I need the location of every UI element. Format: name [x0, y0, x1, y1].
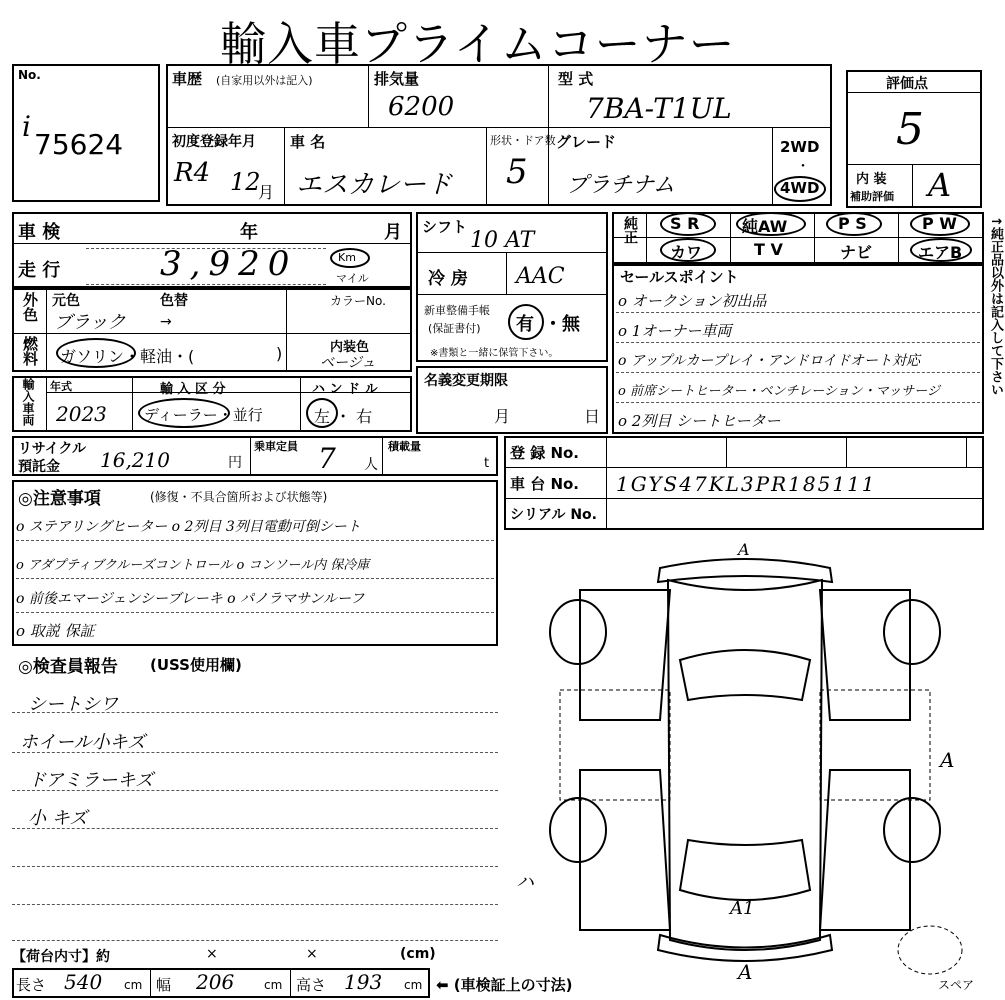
handle-label: ハ ン ド ル	[312, 382, 378, 397]
inspection-month: 月	[384, 222, 402, 243]
name-change-label: 名義変更期限	[424, 373, 508, 389]
chassis-value: 1GYS47KL3PR185111	[616, 472, 877, 496]
inspector-label: ◎検査員報告	[18, 657, 118, 677]
sales-point-5: o 2列目 シートヒーター	[618, 412, 781, 430]
color-side-label: 外色	[21, 292, 39, 322]
model-value: 7BA-T1UL	[586, 92, 732, 125]
equip-aw-circle	[736, 212, 806, 236]
wheel-fr	[884, 600, 940, 664]
drive-4wd: 4WD	[780, 179, 820, 197]
spare-tire-outline	[898, 926, 962, 974]
interior-value: A	[928, 166, 952, 204]
handle-left-circle	[306, 398, 338, 428]
car-diagram	[520, 540, 990, 980]
sales-point-3: o アップルカープレイ・アンドロイドオート対応	[618, 353, 920, 369]
sales-point-2: o 1オーナー車両	[618, 322, 732, 340]
inspector-item-4: 小 キズ	[28, 808, 88, 829]
rear-bumper	[658, 935, 832, 961]
diagram-mark-left: ハ	[516, 872, 534, 893]
inspection-year: 年	[240, 222, 258, 243]
diagram-mark-right: A	[940, 748, 955, 772]
note-2: o アダプティブクルーズコントロール o コンソール内 保冷庫	[16, 558, 370, 573]
equip-navi: ナビ	[840, 243, 873, 262]
interior-color-value: ベージュ	[320, 355, 376, 371]
ac-value: AAC	[516, 264, 565, 289]
inspector-sub: (USS使用欄)	[150, 656, 242, 674]
drive-2wd: 2WD	[780, 138, 820, 156]
spare-label: スペア	[938, 978, 975, 992]
width-unit: cm	[264, 978, 283, 992]
sales-point-1: o オークション初出品	[618, 292, 767, 310]
rear-left-fender	[580, 770, 670, 930]
inspector-item-1: シートシワ	[28, 694, 118, 715]
car-name-value: エスカレード	[296, 170, 453, 200]
width-label: 幅	[156, 976, 172, 994]
registration-label: 登 録 No.	[510, 444, 580, 462]
capacity-unit: 人	[364, 457, 378, 473]
diagram-mark-front: A	[738, 540, 750, 559]
sales-point-4: o 前席シートヒーター・ベンチレーション・マッサージ	[618, 384, 940, 399]
wheel-fl	[550, 600, 606, 664]
load-unit: t	[484, 456, 490, 471]
rating-value: 5	[896, 104, 924, 155]
doors-value: 5	[506, 152, 528, 192]
left-door-outline	[560, 690, 670, 800]
cargo-unit: (cm)	[400, 946, 436, 962]
equip-sr: S R	[670, 214, 700, 233]
interior-label-1: 内 装	[856, 172, 887, 187]
import-year-label: 年式	[50, 380, 72, 393]
manual-label-1: 新車整備手帳	[424, 304, 490, 317]
height-value: 193	[344, 970, 383, 994]
equip-aw: 純AW	[742, 217, 788, 236]
windshield	[680, 650, 810, 700]
shift-label: シフト	[422, 218, 468, 236]
car-name-label: 車 名	[290, 133, 326, 151]
import-side-label: 輸入車両	[21, 378, 35, 426]
wheel-rl	[550, 798, 606, 862]
rating-label: 評価点	[886, 76, 928, 92]
equip-airbag: エアB	[918, 243, 963, 262]
fuel-side-label: 燃料	[21, 336, 39, 366]
first-reg-label: 初度登録年月	[172, 134, 256, 150]
equip-ps-circle	[826, 212, 882, 236]
diagram-mark-a1: A1	[730, 898, 755, 919]
capacity-label: 乗車定員	[254, 440, 298, 453]
length-label: 長さ	[16, 976, 47, 994]
cargo-x2: ×	[306, 946, 318, 962]
displacement-label: 排気量	[374, 70, 420, 88]
equipment-side-label: 純正	[622, 216, 638, 244]
recycle-label-1: リサイクル	[18, 441, 87, 457]
front-right-fender	[820, 590, 910, 720]
cargo-x1: ×	[206, 946, 218, 962]
grade-value: プラチナム	[566, 173, 675, 198]
sales-points-label: セールスポイント	[620, 268, 739, 286]
color-no-label: カラーNo.	[330, 294, 386, 308]
side-note: ↑純正品以外は記入して下さい	[988, 216, 1003, 396]
width-value: 206	[196, 970, 235, 994]
name-change-day: 日	[584, 407, 601, 426]
rear-right-fender	[820, 770, 910, 930]
color-orig-value: ブラック	[54, 312, 126, 333]
mileage-value: 3,920	[160, 244, 298, 284]
length-unit: cm	[124, 978, 143, 992]
color-orig-label: 元色	[52, 293, 80, 309]
manual-note: ※書類と一緒に保管下さい。	[430, 348, 559, 359]
manual-yes: 有	[516, 314, 534, 335]
no-mark: i	[22, 110, 31, 143]
equip-pw-circle	[910, 212, 970, 236]
equip-airbag-circle	[910, 238, 972, 262]
interior-label-2: 補助評価	[850, 190, 894, 203]
fuel-close: )	[276, 344, 283, 363]
first-reg-era: R4	[174, 158, 211, 188]
mileage-label: 走 行	[18, 260, 61, 281]
front-bumper	[658, 559, 832, 582]
drive-sep: ・	[796, 159, 810, 175]
fuel-gasoline-circle	[56, 338, 136, 368]
first-reg-month: 12	[230, 168, 261, 196]
equip-pw: P W	[922, 214, 957, 233]
handle-value: 左 ・ 右	[314, 407, 373, 426]
front-left-fender	[580, 590, 670, 720]
equip-tv: T V	[754, 240, 783, 259]
import-kubun-label: 輸 入 区 分	[160, 382, 226, 397]
serial-label: シリアル No.	[510, 507, 597, 523]
first-reg-month-unit: 月	[258, 183, 275, 202]
diagram-mark-rear: A	[738, 960, 753, 984]
notes-label: ◎注意事項	[18, 489, 101, 509]
wheel-rr	[884, 798, 940, 862]
note-1: o ステアリングヒーター o 2列目 3列目電動可倒シート	[16, 519, 361, 535]
recycle-label-2: 預託金	[18, 459, 60, 475]
mileage-unit-km: Km	[338, 251, 356, 264]
height-label: 高さ	[296, 976, 327, 994]
inspector-item-3: ドアミラーキズ	[28, 770, 154, 791]
height-unit: cm	[404, 978, 423, 992]
note-3: o 前後エマージェンシーブレーキ o パノラマサンルーフ	[16, 591, 365, 607]
capacity-value: 7	[318, 442, 336, 475]
color-change-label: 色替	[160, 293, 188, 309]
inspector-item-2: ホイール小キズ	[20, 732, 146, 753]
manual-no: ・無	[544, 314, 580, 335]
right-door-outline	[820, 690, 930, 800]
displacement-value: 6200	[388, 92, 455, 122]
equip-ps: P S	[838, 214, 867, 233]
inspection-label: 車 検	[18, 222, 61, 243]
no-label: No.	[18, 68, 41, 82]
equip-leather: カワ	[670, 243, 703, 262]
length-value: 540	[64, 970, 103, 994]
load-label: 積載量	[388, 440, 421, 453]
name-change-month: 月	[494, 407, 511, 426]
model-label: 型 式	[558, 70, 594, 88]
interior-color-label: 内装色	[330, 340, 370, 355]
ac-label: 冷 房	[428, 269, 468, 289]
shift-value: 10 AT	[470, 228, 535, 253]
note-4: o 取説 保証	[16, 622, 95, 640]
mileage-unit-mile: マイル	[336, 272, 369, 285]
cargo-label: 【荷台内寸】約	[12, 949, 110, 965]
page-title: 輸入車プライムコーナー	[220, 17, 736, 71]
color-arrow: →	[160, 314, 172, 330]
import-kubun-value: ディーラー・並行	[144, 406, 263, 424]
manual-label-2: (保証書付)	[428, 322, 481, 335]
notes-sub: (修復・不具合箇所および状態等)	[150, 490, 328, 504]
stock-number: 75624	[34, 128, 124, 161]
equip-sr-circle	[660, 212, 716, 236]
recycle-unit: 円	[228, 455, 242, 471]
import-dealer-circle	[138, 398, 230, 428]
stock-number-box	[12, 64, 160, 202]
history-label: 車歴	[172, 70, 203, 88]
recycle-value: 16,210	[100, 448, 170, 472]
chassis-label: 車 台 No.	[510, 475, 580, 493]
doors-label: 形状・ドア数	[490, 134, 556, 147]
equip-leather-circle	[660, 238, 716, 262]
grade-label: グレード	[556, 133, 617, 151]
fuel-options: ガソリン・軽油・(	[60, 347, 195, 366]
rear-window	[680, 840, 810, 900]
car-body	[668, 580, 822, 950]
import-year-value: 2023	[56, 402, 107, 426]
history-note: (自家用以外は記入)	[216, 74, 313, 87]
dims-note: ⬅ (車検証上の寸法)	[436, 976, 573, 994]
